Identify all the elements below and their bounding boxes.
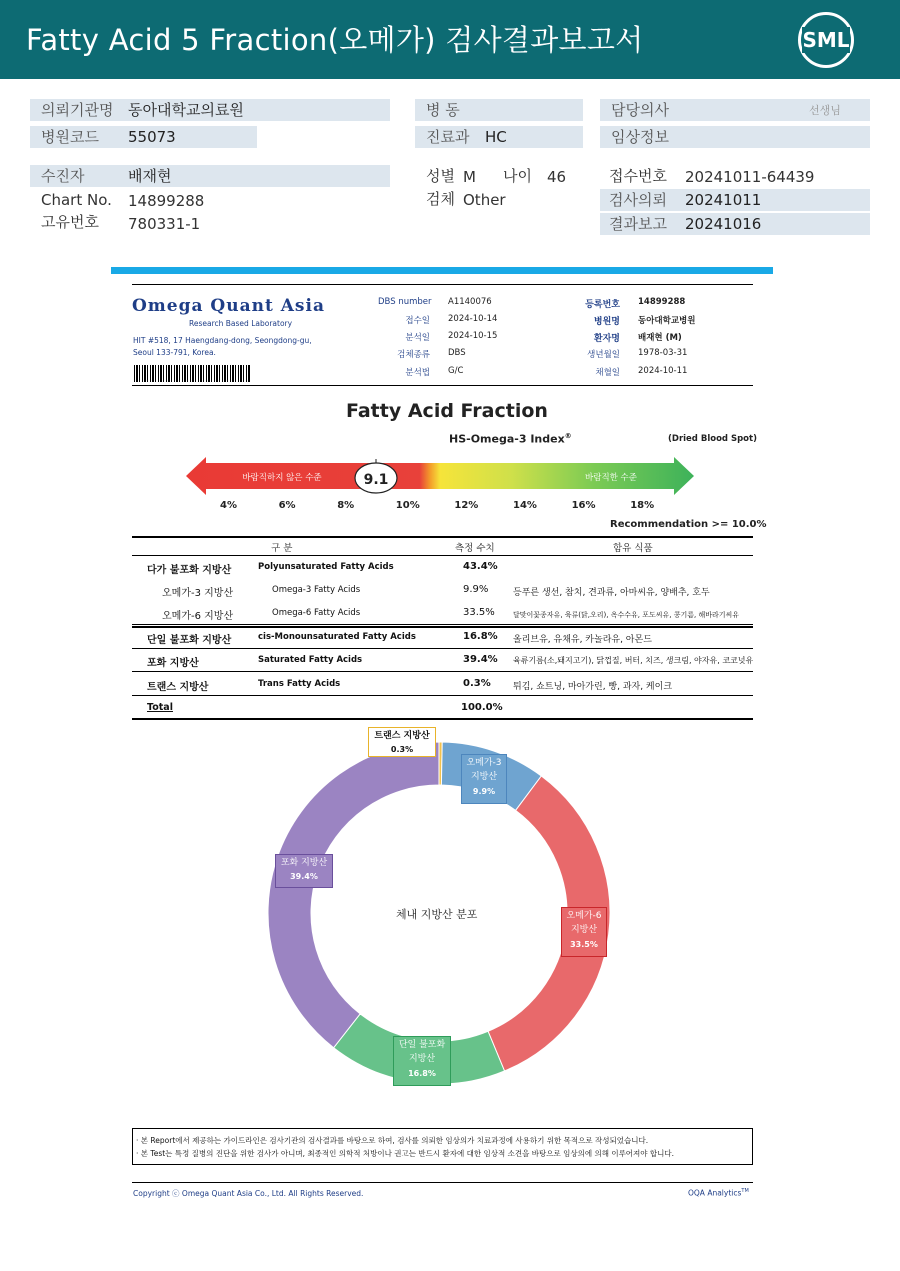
table-rule (132, 555, 753, 556)
index-scale-tick: 6% (278, 500, 296, 511)
donut-label-name: 오메가-3 (466, 758, 502, 768)
table-cell-value: 100.0% (461, 702, 503, 713)
index-scale-tick: 4% (220, 500, 237, 511)
meta-value: 2024-10-15 (448, 331, 498, 341)
table-cell-category: 트랜스 지방산 (147, 682, 209, 693)
meta-label: 분석법 (405, 368, 430, 378)
table-rule (132, 671, 753, 672)
table-cell-english: cis-Monounsaturated Fatty Acids (258, 632, 416, 642)
table-cell-foods: 달맞이꽃종자유, 육류(닭,오리), 옥수수유, 포도씨유, 콩기름, 해바라기씨유 (513, 611, 740, 619)
table-cell-value: 39.4% (463, 654, 498, 665)
unique-no-label: 고유번호 (41, 213, 99, 231)
hospital-code-label: 병원코드 (41, 128, 99, 146)
table-cell-value: 33.5% (463, 607, 495, 618)
fatty-acid-title: Fatty Acid Fraction (346, 400, 548, 422)
donut-label-name: 지방산 (408, 1054, 436, 1064)
table-cell-english: Saturated Fatty Acids (258, 655, 363, 665)
table-cell-english: Omega-6 Fatty Acids (272, 608, 361, 618)
age-value: 46 (547, 168, 567, 186)
specimen-label: 검체 (426, 190, 455, 208)
disclaimer-line1: · 본 Report에서 제공하는 가이드라인은 검사기관의 검사결과를 바탕으로 하여, 검사를 의뢰한 임상의가 치료과정에 사용하기 위한 목적으로 작성되었습니다. (136, 1136, 649, 1145)
donut-label (561, 907, 607, 957)
subject-value: 배재현 (128, 167, 172, 185)
table-header-foods: 함유 식품 (613, 543, 653, 554)
meta-label: 검체종류 (397, 350, 430, 360)
receipt-label: 접수번호 (609, 167, 667, 185)
department-value: HC (485, 128, 507, 146)
index-scale-tick: 18% (630, 500, 655, 511)
sample-type: (Dried Blood Spot) (668, 434, 757, 444)
meta-value: DBS (448, 348, 466, 358)
table-cell-foods: 등푸른 생선, 참치, 견과류, 아마씨유, 양배추, 호두 (513, 588, 710, 598)
donut-label (368, 727, 436, 757)
oqa-analytics (688, 1188, 749, 1198)
oqa-subtitle: Research Based Laboratory (189, 319, 293, 328)
donut-label-pct: 9.9% (472, 787, 496, 796)
donut-label (275, 854, 333, 888)
table-cell-category: 오메가-6 지방산 (162, 611, 234, 622)
table-cell-foods: 튀김, 쇼트닝, 마아가린, 빵, 과자, 케이크 (513, 682, 673, 692)
table-rule (132, 624, 753, 625)
index-scale-tick: 10% (395, 500, 420, 511)
table-cell-english: Omega-3 Fatty Acids (272, 585, 361, 595)
good-level-label: 바람직한 수준 (585, 473, 637, 483)
age-label: 나이 (503, 167, 532, 185)
donut-center-label: 체내 지방산 분포 (396, 908, 478, 921)
table-header-category: 구 분 (271, 543, 293, 554)
table-rule (132, 648, 753, 649)
recommendation: Recommendation >= 10.0% (610, 519, 767, 530)
index-scale-tick: 12% (454, 500, 479, 511)
meta-value: 1978-03-31 (638, 348, 688, 358)
meta-value: 배재현 (M) (638, 333, 682, 343)
donut-slice (268, 742, 439, 1048)
institution-label: 의뢰기관명 (41, 101, 114, 119)
meta-label: 환자명 (593, 334, 620, 344)
copyright: Copyright ⓒ Omega Quant Asia Co., Ltd. All Rights Reserved. (133, 1189, 364, 1198)
oqa-analytics-text: OQA Analytics (688, 1188, 742, 1198)
index-scale-tick: 14% (513, 500, 537, 511)
result-value: 20241016 (685, 215, 762, 233)
table-cell-value: 9.9% (463, 584, 489, 595)
unique-no-value: 780331-1 (128, 215, 201, 233)
donut-label-pct: 16.8% (408, 1069, 436, 1078)
chart-no-value: 14899288 (128, 192, 205, 210)
doctor-label: 담당의사 (611, 101, 669, 119)
meta-label: 생년월일 (587, 350, 620, 360)
table-cell-english: Polyunsaturated Fatty Acids (258, 562, 394, 572)
donut-label (393, 1036, 451, 1086)
ward-label: 병 동 (426, 101, 460, 119)
chart-no-label: Chart No. (41, 191, 112, 209)
specimen-value: Other (463, 191, 506, 209)
oqa-logo: Omega Quant Asia (132, 296, 325, 316)
disclaimer-line2: · 본 Test는 특정 질병의 진단을 위한 검사가 아니며, 최종적인 의학적 처방이나 권고는 반드시 환자에 대한 임상적 소견을 바탕으로 임상의에 의해 이루어져야 합니다. (136, 1149, 675, 1158)
meta-value: 14899288 (638, 297, 686, 307)
meta-label: 채혈일 (595, 368, 620, 378)
donut-label-name: 트랜스 지방산 (374, 731, 430, 741)
table-cell-category: 오메가-3 지방산 (162, 588, 234, 599)
meta-label: 병원명 (593, 317, 620, 327)
department-label: 진료과 (426, 128, 470, 146)
logo-text: SML (802, 28, 850, 52)
meta-label: 등록번호 (585, 300, 620, 310)
table-cell-value: 43.4% (463, 561, 498, 572)
meta-label: 접수일 (405, 316, 430, 326)
address-line1: HIT #518, 17 Haengdang-dong, Seongdong-gu, (133, 336, 312, 345)
table-cell-category: 포화 지방산 (147, 658, 199, 669)
donut-label-pct: 39.4% (290, 872, 318, 881)
address-line2: Seoul 133-791, Korea. (133, 348, 216, 357)
result-label: 결과보고 (609, 215, 667, 233)
request-label: 검사의뢰 (609, 191, 667, 209)
index-title-text: HS-Omega-3 Index (449, 432, 565, 446)
table-cell-category: Total (147, 702, 173, 713)
sex-value: M (463, 168, 476, 186)
table-cell-foods: 육류기름(소,돼지고기), 닭껍질, 버터, 치즈, 생크림, 야자유, 코코넛유 (513, 656, 754, 665)
bad-level-label: 바람직하지 않은 수준 (242, 473, 322, 483)
meta-value: 2024-10-14 (448, 314, 498, 324)
table-header-value: 측정 수치 (455, 543, 495, 554)
table-cell-foods: 올리브유, 유채유, 카놀라유, 아몬드 (513, 635, 652, 645)
table-rule (132, 536, 753, 538)
donut-label-name: 오메가-6 (566, 911, 602, 921)
page-title: Fatty Acid 5 Fraction(오메가) 검사결과보고서 (26, 23, 644, 57)
table-cell-category: 단일 불포화 지방산 (147, 635, 232, 646)
table-cell-english: Trans Fatty Acids (258, 679, 341, 689)
table-cell-value: 0.3% (463, 678, 491, 689)
index-title-reg: ® (564, 432, 572, 440)
oqa-analytics-tm: TM (741, 1188, 749, 1194)
index-scale-tick: 16% (571, 500, 596, 511)
donut-label-name: 단일 불포화 (398, 1040, 446, 1050)
sex-label: 성별 (426, 167, 455, 185)
table-cell-value: 16.8% (463, 631, 498, 642)
index-scale-tick: 8% (337, 500, 355, 511)
table-rule (132, 695, 753, 696)
subject-label: 수진자 (41, 167, 85, 185)
footer-rule (132, 1182, 753, 1183)
meta-value: 동아대학교병원 (638, 316, 696, 326)
donut-label-name: 지방산 (570, 925, 598, 935)
index-value: 9.1 (363, 472, 389, 488)
disclaimer-box (132, 1128, 753, 1165)
meta-value: G/C (448, 366, 464, 376)
meta-label: 분석일 (405, 333, 430, 343)
doctor-suffix: 선생님 (809, 104, 841, 117)
receipt-value: 20241011-64439 (685, 168, 815, 186)
donut-label-name: 포화 지방산 (280, 858, 328, 868)
donut-label-pct: 33.5% (570, 940, 598, 949)
meta-value: A1140076 (448, 297, 492, 307)
hospital-code-value: 55073 (128, 128, 176, 146)
clinical-label: 임상정보 (611, 128, 669, 146)
donut-label-pct: 0.3% (390, 745, 414, 754)
donut-label-name: 지방산 (470, 772, 498, 782)
table-cell-category: 다가 불포화 지방산 (147, 565, 232, 576)
omega3-index-scale (0, 0, 900, 520)
request-value: 20241011 (685, 191, 762, 209)
donut-label (461, 754, 507, 804)
meta-label: DBS number (378, 297, 432, 307)
institution-value: 동아대학교의료원 (128, 101, 244, 119)
table-rule (132, 626, 753, 628)
meta-value: 2024-10-11 (638, 366, 688, 376)
